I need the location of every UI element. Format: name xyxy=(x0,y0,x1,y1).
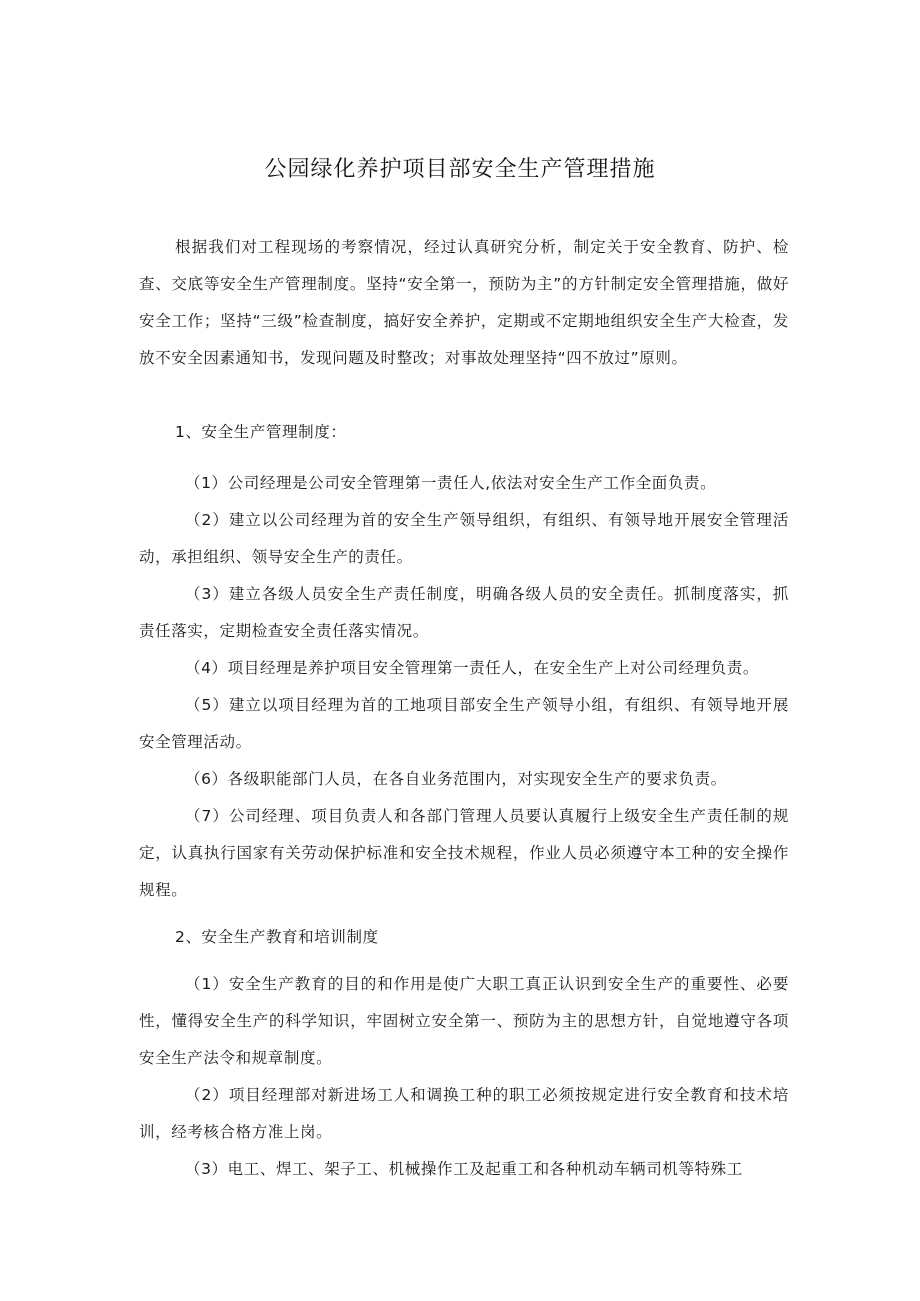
list-item: （5）建立以项目经理为首的工地项目部安全生产领导小组，有组织、有领导地开展安全管理活动。 xyxy=(139,696,789,751)
list-item: （3）电工、焊工、架子工、机械操作工及起重工和各种机动车辆司机等特殊工 xyxy=(185,1160,743,1178)
list-item: （1）公司经理是公司安全管理第一责任人,依法对安全生产工作全面负责。 xyxy=(185,474,717,492)
section-2-items xyxy=(139,966,789,1188)
list-item: （1）安全生产教育的目的和作用是使广大职工真正认识到安全生产的重要性、必要性，懂得安全生产的科学知识，牢固树立安全第一、预防为主的思想方针，自觉地遵守各项安全生产法令和规章制度。 xyxy=(139,975,789,1067)
list-item: （7）公司经理、项目负责人和各部门管理人员要认真履行上级安全生产责任制的规定，认真执行国家有关劳动保护标准和安全技术规程，作业人员必须遵守本工种的安全操作规程。 xyxy=(139,807,789,899)
list-item: （6）各级职能部门人员，在各自业务范围内，对实现安全生产的要求负责。 xyxy=(185,770,727,788)
list-item: （4）项目经理是养护项目安全管理第一责任人，在安全生产上对公司经理负责。 xyxy=(185,659,759,677)
section-1 xyxy=(139,414,789,451)
list-item: （2）建立以公司经理为首的安全生产领导组织，有组织、有领导地开展安全管理活动，承担组织、领导安全生产的责任。 xyxy=(139,511,789,566)
section-2 xyxy=(139,919,789,956)
document-body xyxy=(139,229,789,377)
section-heading: 1、安全生产管理制度： xyxy=(175,423,347,441)
section-heading: 2、安全生产教育和培训制度 xyxy=(175,928,379,946)
list-item: （2）项目经理部对新进场工人和调换工种的职工必须按规定进行安全教育和技术培训，经考核合格方准上岗。 xyxy=(139,1086,789,1141)
intro-paragraph: 根据我们对工程现场的考察情况，经过认真研究分析，制定关于安全教育、防护、检查、交底等安全生产管理制度。坚持“安全第一，预防为主”的方针制定安全管理措施，做好安全工作；坚持“三级”检查制度，搞好安全养护，定期或不定期地组织安全生产大检查，发放不安全因素通知书，发现问题及时整改；对事故处理坚持“四不放过”原则。 xyxy=(139,238,789,367)
section-1-items xyxy=(139,465,789,909)
document-title: 公园绿化养护项目部安全生产管理措施 xyxy=(264,157,656,182)
list-item: （3）建立各级人员安全生产责任制度，明确各级人员的安全责任。抓制度落实，抓责任落实，定期检查安全责任落实情况。 xyxy=(139,585,789,640)
